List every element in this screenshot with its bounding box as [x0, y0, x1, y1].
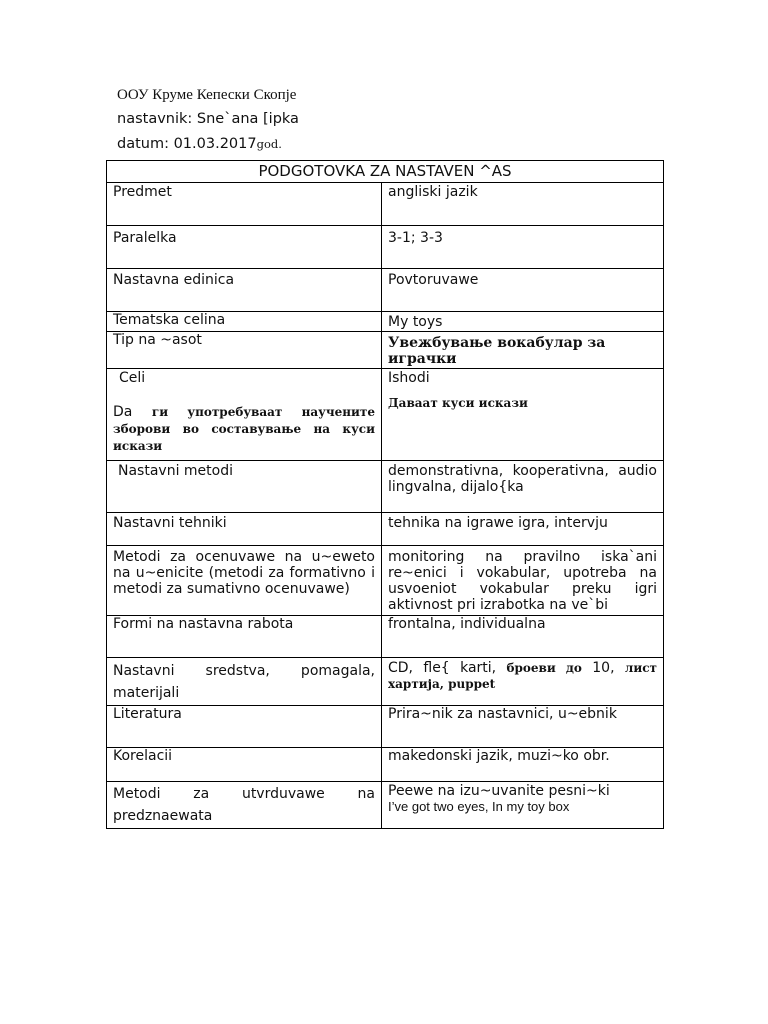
techniques-value: tehnika na igrawe igra, intervju [382, 513, 664, 546]
goals-label: Celi [119, 370, 146, 386]
table-row [107, 269, 664, 312]
subject-label: Predmet [107, 183, 382, 226]
table-row [107, 748, 664, 782]
table-row [107, 513, 664, 546]
resources-value-c: 10, [592, 660, 615, 676]
lesson-date [117, 136, 282, 152]
prior-value: Peewe na izu~uvanite pesni~ki [388, 783, 610, 799]
prior-label: Metodi za utvrduvawe na predznaewata [107, 782, 382, 829]
methods-value: demonstrativna, kooperativna, audio lingvalna, dijalo{ka [382, 461, 664, 513]
teacher-name: nastavnik: Sne`ana [ipka [117, 111, 299, 127]
table-row [107, 332, 664, 369]
date-suffix: god. [256, 137, 282, 151]
resources-value-d: лист хартија, puppet [388, 661, 657, 691]
class-value: 3-1; 3-3 [382, 226, 664, 269]
correlation-label: Korelacii [107, 748, 382, 782]
table-row [107, 369, 664, 461]
correlation-value: makedonski jazik, muzi~ko obr. [382, 748, 664, 782]
goals-cell [107, 369, 382, 461]
theme-value: My toys [382, 312, 664, 332]
outcomes-text: Даваат куси искази [388, 396, 528, 410]
subject-value: angliski jazik [382, 183, 664, 226]
goals-da: Da [113, 404, 133, 420]
type-label: Tip na ~asot [107, 332, 382, 369]
literature-value: Prira~nik za nastavnici, u~ebnik [382, 706, 664, 748]
lesson-plan-table [106, 160, 664, 829]
resources-value-a: CD, fle{ karti, [388, 660, 497, 676]
table-row [107, 658, 664, 706]
goals-text-block [113, 404, 375, 455]
techniques-label: Nastavni tehniki [107, 513, 382, 546]
unit-label: Nastavna edinica [107, 269, 382, 312]
table-row [107, 312, 664, 332]
title-row [107, 161, 664, 183]
assessment-value: monitoring na pravilno iska`ani re~enici i vokabular, upotreba na usvoeniot vokabular preku igri aktivnost pri izrabotka na ve`bi [382, 546, 664, 616]
table-row [107, 616, 664, 658]
class-label: Paralelka [107, 226, 382, 269]
table-row [107, 546, 664, 616]
resources-value [382, 658, 664, 706]
outcomes-cell [382, 369, 664, 461]
plan-title: PODGOTOVKA ZA NASTAVEN ^AS [107, 161, 664, 183]
resources-label: Nastavni sredstva, pomagala, materijali [107, 658, 382, 706]
methods-label: Nastavni metodi [107, 461, 382, 513]
table-row [107, 706, 664, 748]
table-row [107, 782, 664, 829]
forms-value: frontalna, individualna [382, 616, 664, 658]
assessment-label: Metodi za ocenuvawe na u~eweto na u~enicite (metodi za formativno i metodi za sumativno ocenuvawe) [107, 546, 382, 616]
literature-label: Literatura [107, 706, 382, 748]
table-row [107, 183, 664, 226]
resources-value-b: броеви до [506, 661, 582, 675]
unit-value: Povtoruvawe [382, 269, 664, 312]
school-name: ООУ Круме Кепески Скопје [117, 87, 297, 103]
date-text: datum: 01.03.2017 [117, 136, 257, 152]
theme-label: Tematska celina [107, 312, 382, 332]
table-row [107, 226, 664, 269]
table-row [107, 461, 664, 513]
prior-cell [382, 782, 664, 829]
prior-songs: I’ve got two eyes, In my toy box [388, 799, 570, 814]
goals-text: ги употребуваат научените зборови во составување на куси искази [113, 405, 375, 453]
forms-label: Formi na nastavna rabota [107, 616, 382, 658]
type-value: Увежбување вокабулар за играчки [382, 332, 664, 369]
outcomes-label: Ishodi [388, 370, 430, 386]
